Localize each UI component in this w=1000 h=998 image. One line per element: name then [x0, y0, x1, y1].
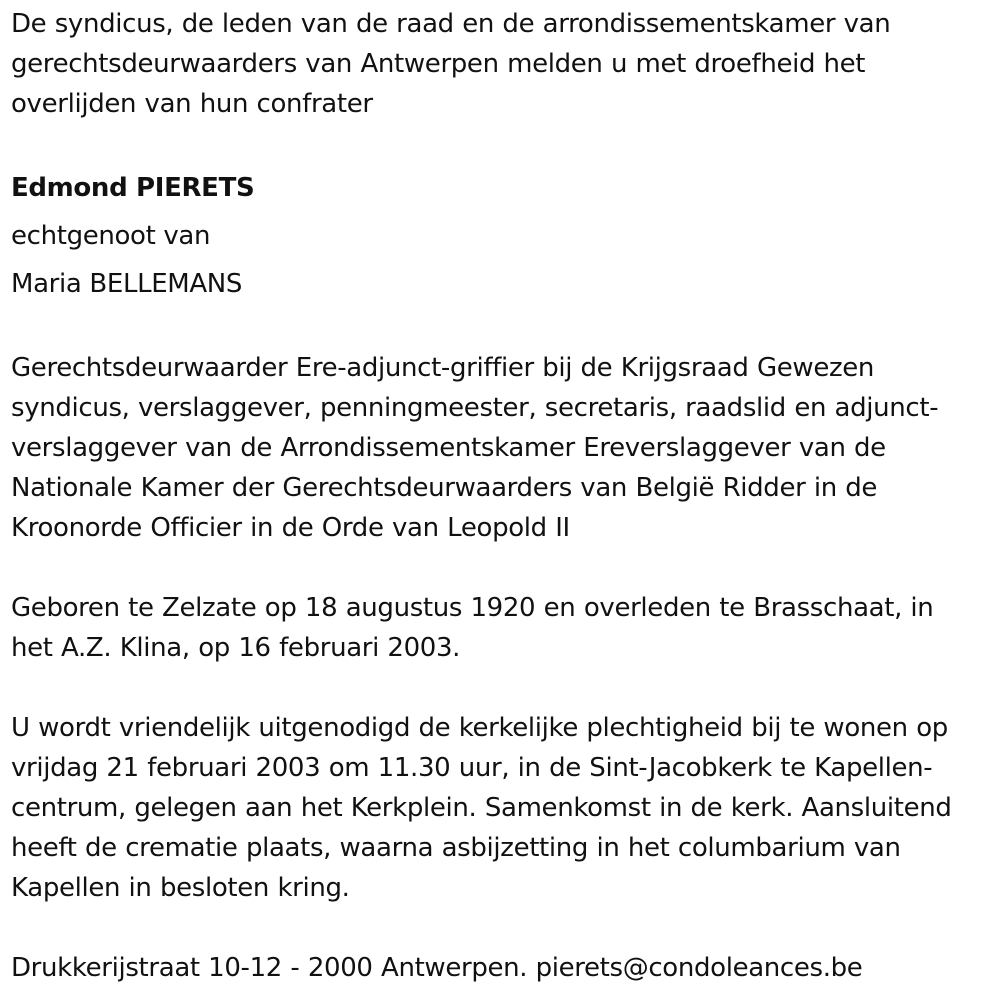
- deceased-name: Edmond PIERETS: [11, 173, 255, 203]
- ceremony-line: Kapellen in besloten kring.: [11, 873, 350, 903]
- titles-line: syndicus, verslaggever, penningmeester, secretaris, raadslid en adjunct-: [11, 393, 939, 423]
- titles-line: Nationale Kamer der Gerechtsdeurwaarders van België Ridder in de: [11, 473, 878, 503]
- ceremony-paragraph: [11, 708, 996, 908]
- birth-death-paragraph: [11, 588, 996, 668]
- titles-line: verslaggever van de Arrondissementskamer Ereverslaggever van de: [11, 433, 886, 463]
- birth-death-line: het A.Z. Klina, op 16 februari 2003.: [11, 633, 461, 663]
- spacer: [11, 124, 996, 164]
- ceremony-line: U wordt vriendelijk uitgenodigd de kerkelijke plechtigheid bij te wonen op: [11, 713, 948, 743]
- contact-line: Drukkerijstraat 10-12 - 2000 Antwerpen. pierets@condoleances.be: [11, 953, 863, 983]
- spacer: [11, 668, 996, 708]
- ceremony-line: centrum, gelegen aan het Kerkplein. Samenkomst in de kerk. Aansluitend: [11, 793, 952, 823]
- spacer: [11, 908, 996, 948]
- titles-line: Kroonorde Officier in de Orde van Leopold II: [11, 513, 570, 543]
- titles-line: Gerechtsdeurwaarder Ere-adjunct-griffier bij de Krijgsraad Gewezen: [11, 353, 875, 383]
- intro-line: gerechtsdeurwaarders van Antwerpen melden u met droefheid het: [11, 49, 866, 79]
- ceremony-line: vrijdag 21 februari 2003 om 11.30 uur, in de Sint-Jacobkerk te Kapellen-: [11, 753, 933, 783]
- contact-paragraph: [11, 948, 996, 988]
- deceased-block: [11, 164, 996, 308]
- birth-death-line: Geboren te Zelzate op 18 augustus 1920 en overleden te Brasschaat, in: [11, 593, 934, 623]
- ceremony-line: heeft de crematie plaats, waarna asbijzetting in het columbarium van: [11, 833, 901, 863]
- deceased-relation: echtgenoot van: [11, 221, 211, 251]
- spouse-name: Maria BELLEMANS: [11, 269, 243, 299]
- obituary-notice: [11, 4, 996, 988]
- spacer: [11, 308, 996, 348]
- titles-paragraph: [11, 348, 996, 548]
- spacer: [11, 548, 996, 588]
- intro-line: De syndicus, de leden van de raad en de arrondissementskamer van: [11, 9, 891, 39]
- intro-line: overlijden van hun confrater: [11, 89, 373, 119]
- intro-paragraph: [11, 4, 996, 124]
